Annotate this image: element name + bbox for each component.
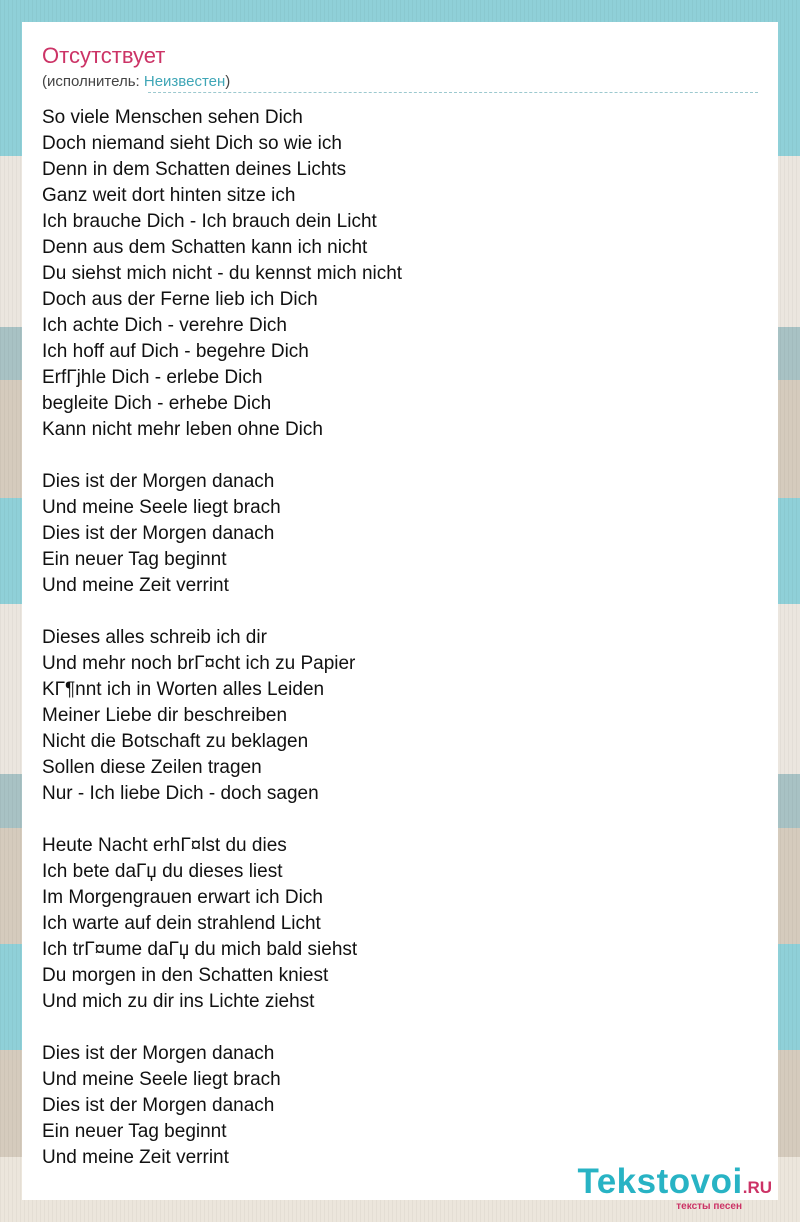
song-title: Отсутствует: [42, 43, 166, 68]
artist-line: [42, 73, 230, 90]
artist-suffix: ): [225, 73, 231, 90]
title-divider: [148, 92, 758, 93]
artist-link[interactable]: Неизвестен: [143, 73, 226, 90]
logo-main-text: Tekstovoi: [577, 1162, 743, 1201]
artist-prefix: (исполнитель:: [42, 73, 144, 90]
logo-tagline: тексты песен: [676, 1201, 742, 1212]
site-logo[interactable]: [577, 1162, 772, 1212]
lyrics-text: So viele Menschen sehen Dich Doch niemand sieht Dich so wie ich Denn in dem Schatten deines Lichts Ganz weit dort hinten sitze ich Ich brauche Dich - Ich brauch dein Licht Denn aus dem Schatten kann ich nicht Du siehst mich nicht - du kennst mich nicht Doch aus der Ferne lieb ich Dich Ich achte Dich - verehre Dich Ich hoff auf Dich - begehre Dich ErfГjhle Dich - erlebe Dich begleite Dich - erhebe Dich Kann nicht mehr leben ohne Dich Dies ist der Morgen danach Und meine Seele liegt brach Dies ist der Morgen danach Ein neuer Tag beginnt Und meine Zeit verrint Dieses alles schreib ich dir Und mehr noch brГ¤cht ich zu Papier KГ¶nnt ich in Worten alles Leiden Meiner Liebe dir beschreiben Nicht die Botschaft zu beklagen Sollen diese Zeilen tragen Nur - Ich liebe Dich - doch sagen Heute Nacht erhГ¤lst du dies Ich bete daГџ du dieses liest Im Morgengrauen erwart ich Dich Ich warte auf dein strahlend Licht Ich trГ¤ume daГџ du mich bald siehst Du morgen in den Schatten kniest Und mich zu dir ins Lichte ziehst Dies ist der Morgen danach Und meine Seele liegt brach Dies ist der Morgen danach Ein neuer Tag beginnt Und meine Zeit verrint: [42, 107, 403, 1168]
lyrics-card: [22, 22, 778, 1200]
logo-tld: .RU: [742, 1178, 772, 1197]
